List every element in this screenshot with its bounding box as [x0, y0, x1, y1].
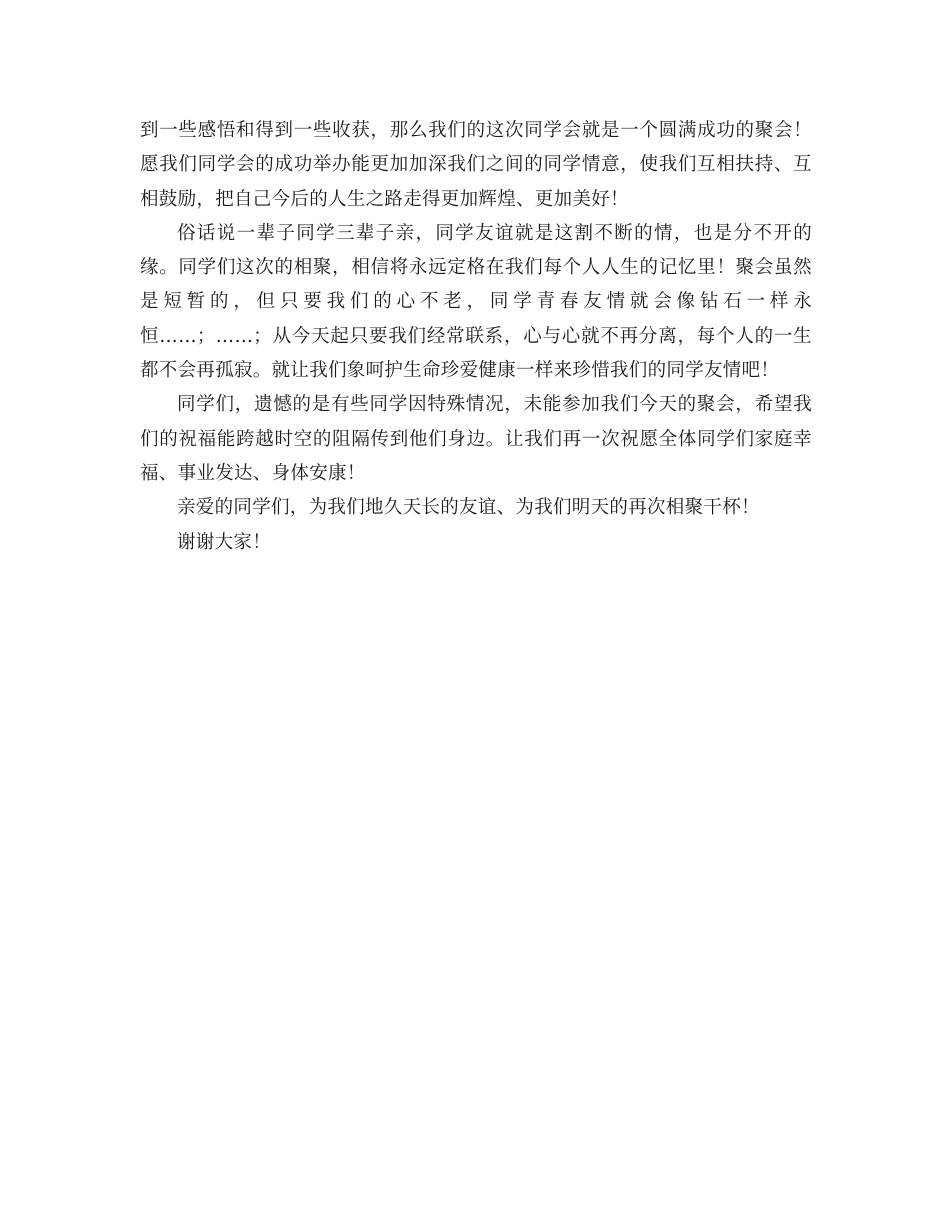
- paragraph-friendship: 俗话说一辈子同学三辈子亲，同学友谊就是这割不断的情，也是分不开的缘。同学们这次的相聚，相信将永远定格在我们每个人人生的记忆里！聚会虽然是短暂的，但只要我们的心不老，同学青春友情就会像钻石一样永恒……；……；从今天起只要我们经常联系，心与心就不再分离，每个人的一生都不会再孤寂。就让我们象呵护生命珍爱健康一样来珍惜我们的同学友情吧！: [140, 222, 812, 382]
- paragraph-toast: 亲爱的同学们，为我们地久天长的友谊、为我们明天的再次相聚干杯！: [177, 497, 760, 519]
- paragraph-absent-classmates: 同学们，遗憾的是有些同学因特殊情况，未能参加我们今天的聚会，希望我们的祝福能跨越时空的阻隔传到他们身边。让我们再一次祝愿全体同学们家庭幸福、事业发达、身体安康！: [140, 394, 812, 484]
- paragraph-thanks: 谢谢大家！: [177, 531, 272, 553]
- paragraph-continuation: 到一些感悟和得到一些收获，那么我们的这次同学会就是一个圆满成功的聚会！愿我们同学会的成功举办能更加加深我们之间的同学情意，使我们互相扶持、互相鼓励，把自己今后的人生之路走得更加辉煌、更加美好！: [140, 120, 812, 210]
- document-body: [140, 114, 812, 560]
